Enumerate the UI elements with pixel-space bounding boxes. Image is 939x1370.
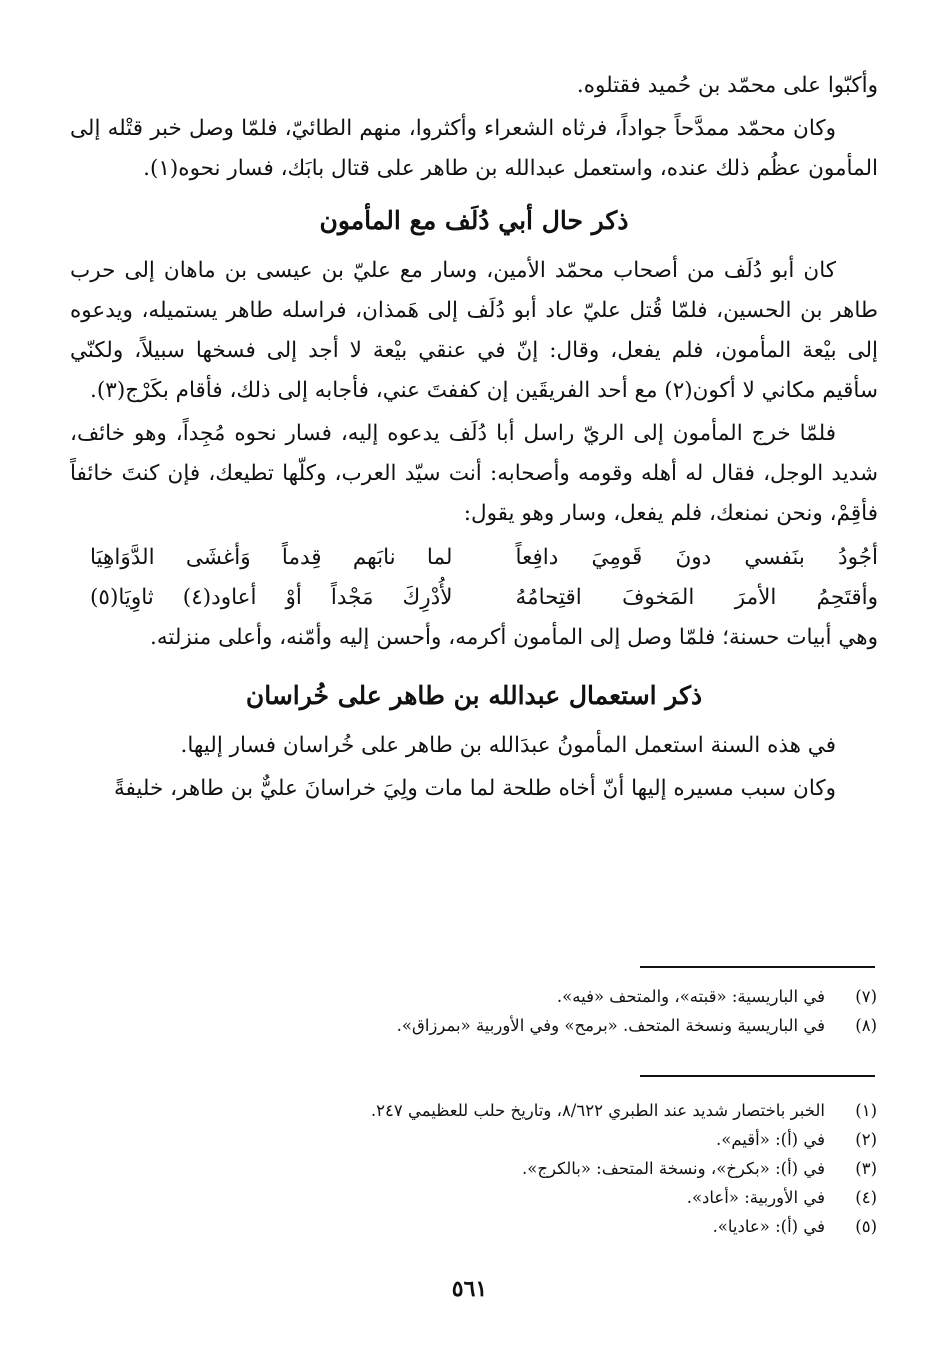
footnote-text: في (أ): «أقيم». bbox=[715, 1130, 825, 1149]
paragraph-abu-dulaf-2: فلمّا خرج المأمون إلى الريّ راسل أبا دُلَف يدعوه إليه، فسار نحوه مُجِداً، وهو خائف، شديد الوجل، فقال له أهله وقومه وأصحابه: أنت سيّد العرب، وكلّها تطيعك، فإن كنتَ خائفاً فأقِمْ، ونحن نمنعك، فلم يفعل، وسار وهو يقول: bbox=[70, 421, 878, 526]
verse-line bbox=[70, 538, 878, 578]
footnote-number: (٤) bbox=[855, 1188, 877, 1207]
paragraph-abu-dulaf-1: كان أبو دُلَف من أصحاب محمّد الأمين، وسار مع عليّ بن عيسى بن ماهان إلى حرب طاهر بن الحسين، فلمّا قُتل عليّ عاد أبو دُلَف إلى هَمذان، فراسله طاهر يستميله، ويدعوه إلى بيْعة المأمون، فلم يفعل، وقال: إنّ في عنقي بيْعة لا أجد إلى فسخها سبيلاً، ولكنّي سأقيم مكاني لا أكون(٢) مع أحد الفريقَين إن كففتَ عني، فأجابه إلى ذلك، فأقام بكَرْج(٣). bbox=[70, 258, 878, 403]
section-heading-abu-dulaf: ذكر حال أبي دُلَف مع المأمون bbox=[319, 206, 629, 235]
footnote-text: في (أ): «بكرخ»، ونسخة المتحف: «بالكرج». bbox=[521, 1159, 825, 1178]
footnote-text: في (أ): «عاديا». bbox=[712, 1217, 825, 1236]
note-number: (٨) bbox=[855, 1016, 877, 1035]
paragraph-muhammad: وكان محمّد ممدَّحاً جواداً، فرثاه الشعراء وأكثروا، منهم الطائيّ، فلمّا وصل خبر قتْله إلى المأمون عظُم ذلك عنده، واستعمل عبدالله بن طاهر على قتال بابَك، فسار نحوه(١). bbox=[70, 116, 878, 181]
main-text bbox=[70, 66, 878, 809]
verse-line bbox=[70, 578, 878, 618]
footnote-text: الخبر باختصار شديد عند الطبري ٨/٦٢٢، وتاريخ حلب للعظيمي ٢٤٧. bbox=[370, 1101, 825, 1120]
variant-note bbox=[117, 982, 877, 1011]
paragraph-khurasan-1: في هذه السنة استعمل المأمونُ عبدَالله بن طاهر على خُراسان فسار إليها. bbox=[180, 733, 836, 758]
verse-first-hemistich: وأقتَحِمُ الأمرَ المَخوفَ اقتِحامُهُ bbox=[515, 585, 878, 610]
verse-first-hemistich: أجُودُ بنَفسي دونَ قَومِيَ دافِعاً bbox=[515, 545, 878, 570]
note-text: في الباريسية ونسخة المتحف. «برمح» وفي الأوربية «بمرزاق». bbox=[396, 1016, 825, 1035]
footnotes bbox=[117, 1096, 877, 1241]
footnote-number: (٢) bbox=[855, 1130, 877, 1149]
poem-verses bbox=[70, 538, 878, 618]
note-text: في الباريسية: «قبته»، والمتحف «فيه». bbox=[556, 987, 825, 1006]
paragraph-khurasan-2: وكان سبب مسيره إليها أنّ أخاه طلحة لما مات ولِيَ خراسانَ عليٌّ بن طاهر، خليفةً bbox=[113, 776, 836, 801]
footnote bbox=[117, 1154, 877, 1183]
page-number: ٥٦١ bbox=[451, 1276, 488, 1302]
footnotes-separator bbox=[640, 1075, 875, 1077]
paragraph-abu-dulaf-3: وهي أبيات حسنة؛ فلمّا وصل إلى المأمون أكرمه، وأحسن إليه وأمّنه، وأعلى منزلته. bbox=[150, 625, 878, 650]
note-number: (٧) bbox=[855, 987, 877, 1006]
footnote-number: (١) bbox=[855, 1101, 877, 1120]
footnote bbox=[117, 1096, 877, 1125]
variant-notes bbox=[117, 982, 877, 1040]
footnote-number: (٣) bbox=[855, 1159, 877, 1178]
variant-notes-separator bbox=[640, 966, 875, 968]
footnote-number: (٥) bbox=[855, 1217, 877, 1236]
verse-second-hemistich: لما نابَهم قِدماً وَأغشَى الدَّوَاهِيَا bbox=[90, 545, 453, 570]
verse-second-hemistich: لأُدْرِكَ مَجْداً أوْ أعاود(٤) ثاوِيَا(٥) bbox=[90, 585, 453, 610]
footnote-text: في الأوربية: «أعاد». bbox=[686, 1188, 825, 1207]
footnote bbox=[117, 1183, 877, 1212]
variant-note bbox=[117, 1011, 877, 1040]
footnote bbox=[117, 1212, 877, 1241]
section-heading-khurasan: ذكر استعمال عبدالله بن طاهر على خُراسان bbox=[245, 681, 703, 710]
paragraph-intro: وأكبّوا على محمّد بن حُميد فقتلوه. bbox=[576, 73, 878, 98]
footnote bbox=[117, 1125, 877, 1154]
